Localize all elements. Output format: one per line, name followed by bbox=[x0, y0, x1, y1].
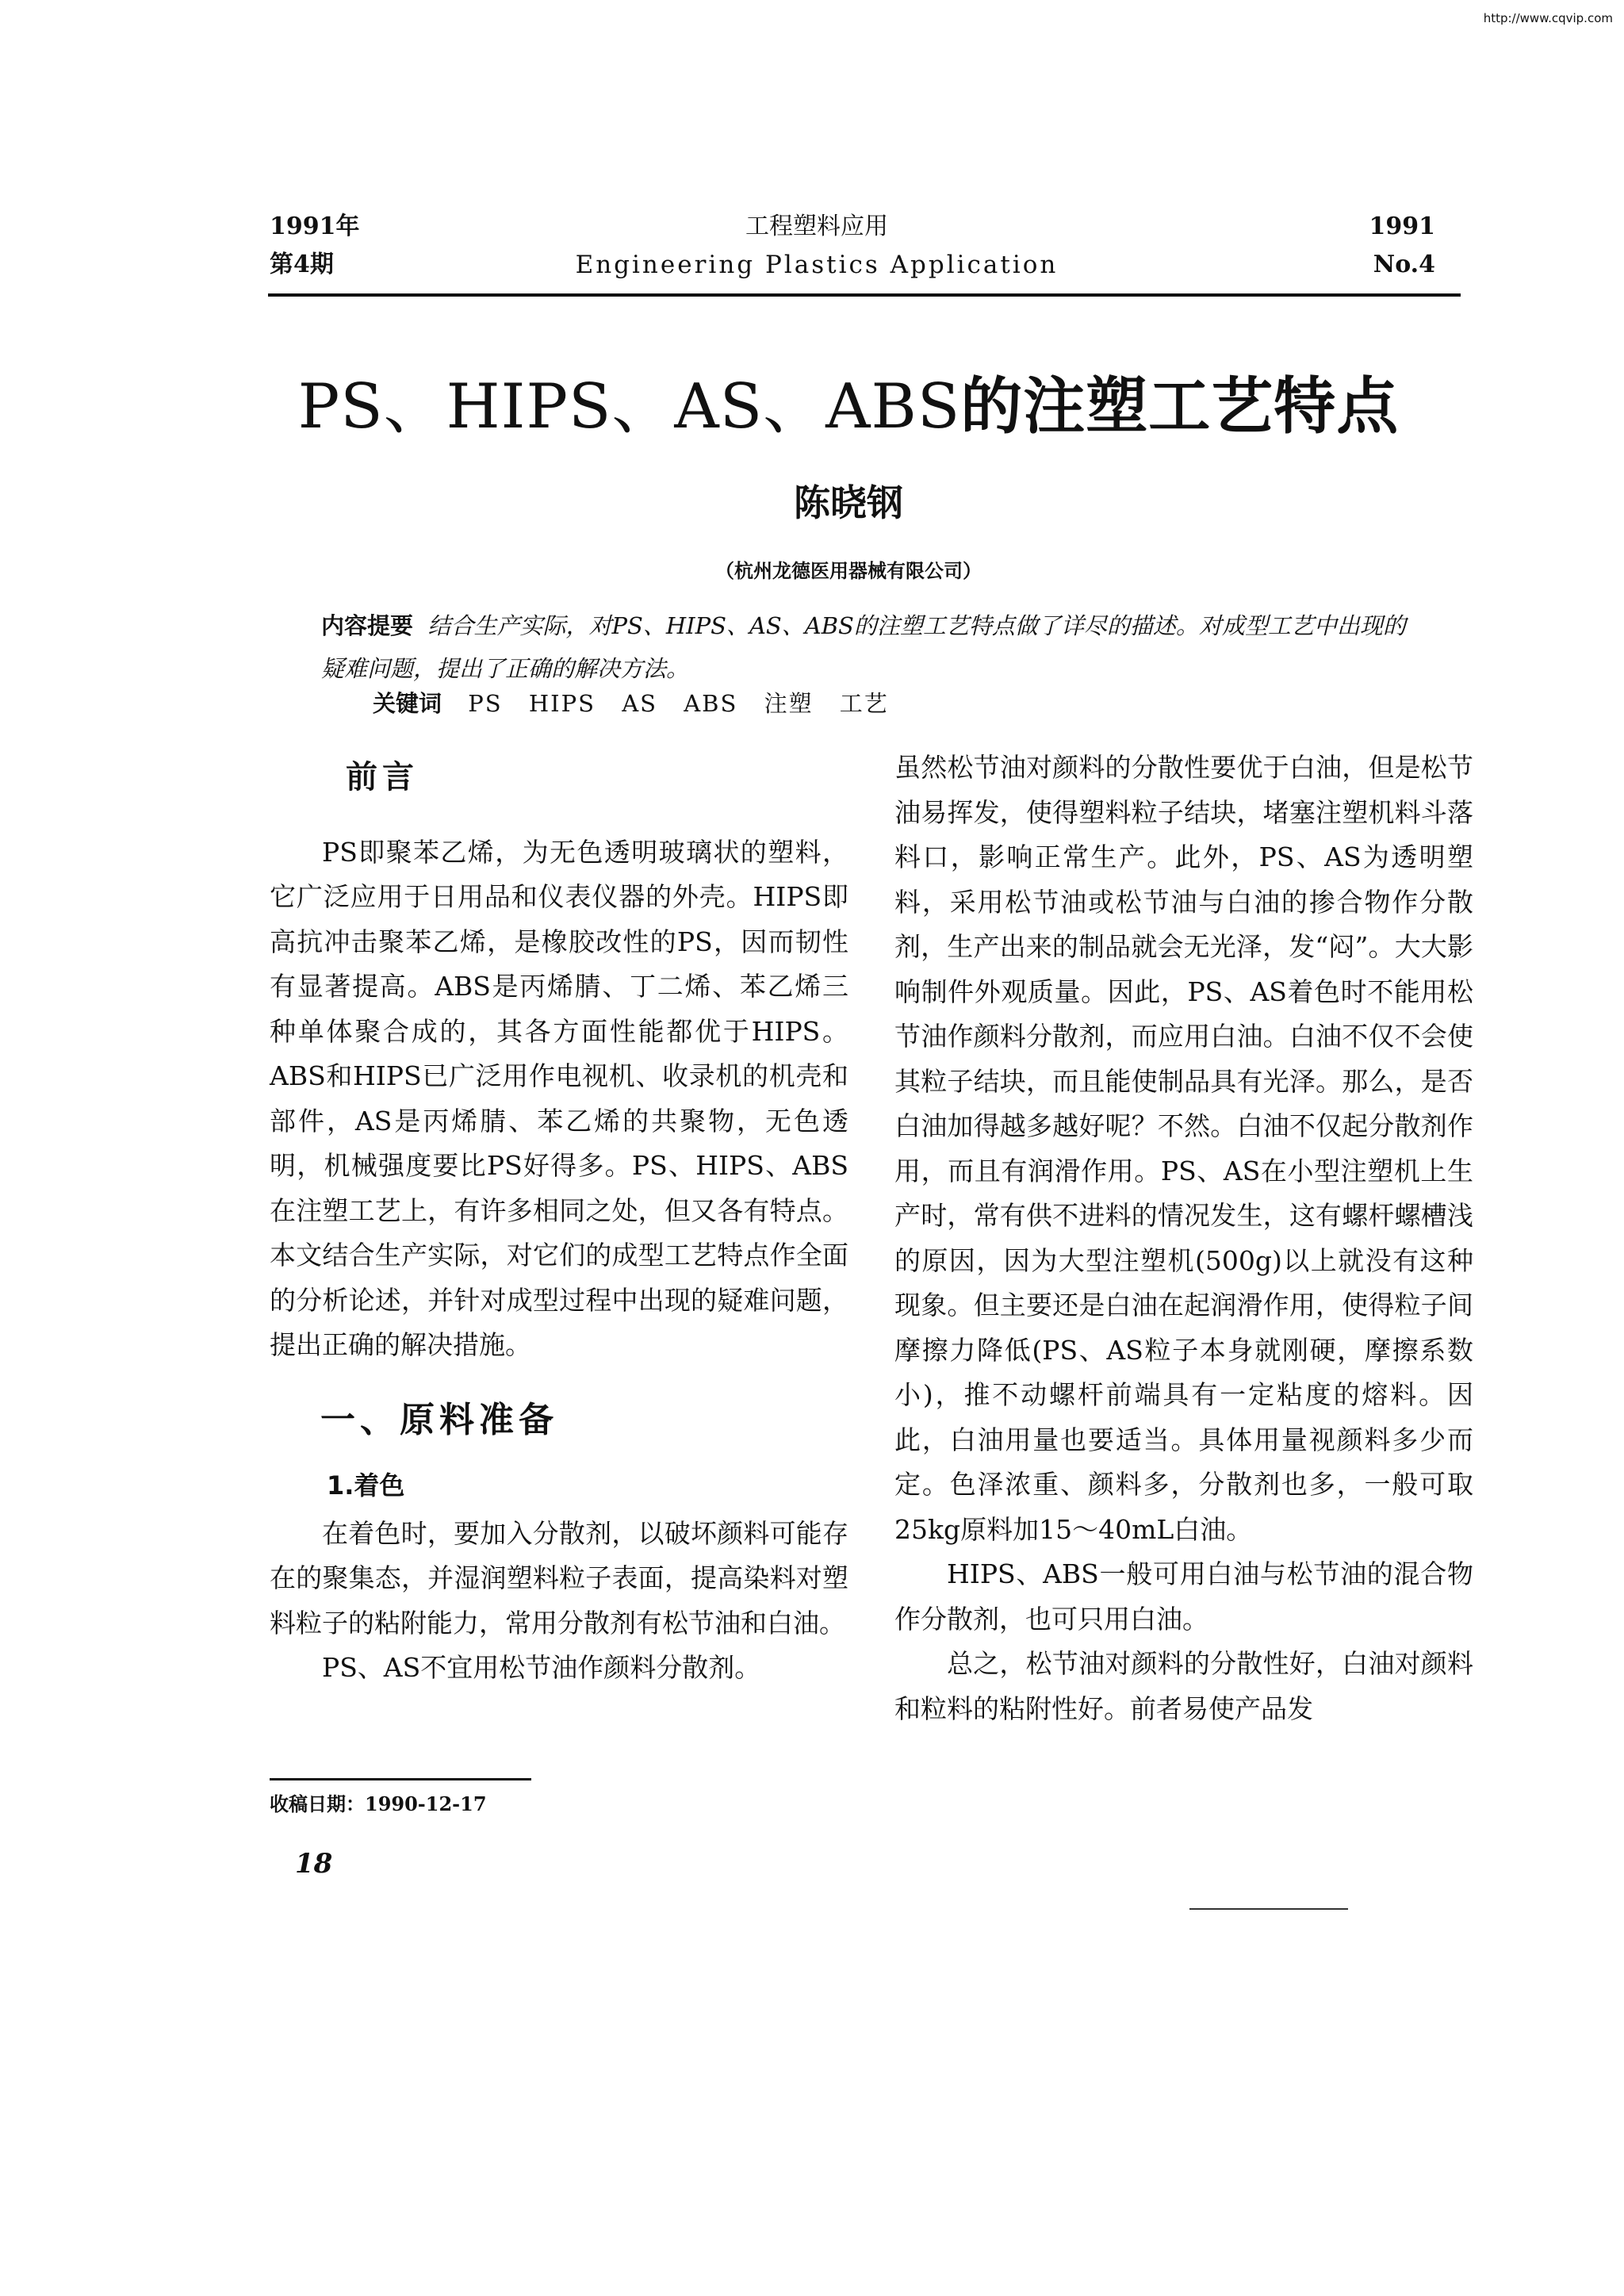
subsection-heading: 1.着色 bbox=[327, 1470, 405, 1501]
keyword: HIPS bbox=[528, 690, 596, 717]
scan-mark bbox=[1189, 1908, 1348, 1910]
preface-heading: 前言 bbox=[346, 758, 419, 795]
body-paragraph: PS、AS不宜用松节油作颜料分散剂。 bbox=[322, 1652, 761, 1683]
body-paragraph: 虽然松节油对颜料的分散性要优于白油，但是松节油易挥发，使得塑料粒子结块，堵塞注塑机料斗落料口，影响正常生产。此外，PS、AS为透明塑料，采用松节油或松节油与白油的掺合物作分散剂，生产出来的制品就会无光泽，发“闷”。大大影响制件外观质量。因此，PS、AS着色时不能用松节油作颜料分散剂，而应用白油。白油不仅不会使其粒子结块，而且能使制品具有光泽。那么，是否白油加得越多越好呢？不然。白油不仅起分散剂作用，而且有润滑作用。PS、AS在小型注塑机上生产时，常有供不进料的情况发生，这有螺杆螺槽浅的原因，因为大型注塑机(500g)以上就没有这种现象。但主要还是白油在起润滑作用，使得粒子间摩擦力降低(PS、AS粒子本身就刚硬，摩擦系数小)，推不动螺杆前端具有一定粘度的熔料。因此，白油用量也要适当。具体用量视颜料多少而定。色泽浓重、颜料多，分散剂也多，一般可取25kg原料加15～40mL白油。 bbox=[894, 752, 1473, 1545]
left-column bbox=[270, 746, 848, 1691]
abstract-text: 结合生产实际，对PS、HIPS、AS、ABS的注塑工艺特点做了详尽的描述。对成型工艺中出现的疑难问题，提出了正确的解决方法。 bbox=[321, 612, 1406, 682]
keyword: 注塑 bbox=[764, 690, 814, 717]
footnote-received-date: 收稿日期：1990-12-17 bbox=[270, 1792, 487, 1815]
keyword: AS bbox=[622, 690, 657, 717]
article-title bbox=[238, 357, 1459, 446]
body-paragraph: 在着色时，要加入分散剂，以破坏颜料可能存在的聚集态，并湿润塑料粒子表面，提高染料对塑料粒子的粘附能力，常用分散剂有松节油和白油。 bbox=[270, 1517, 848, 1639]
keyword: PS bbox=[468, 690, 503, 717]
page-number: 18 bbox=[295, 1848, 333, 1880]
header-rule bbox=[268, 293, 1461, 297]
header-right bbox=[1308, 208, 1435, 284]
header-left bbox=[270, 208, 360, 284]
footnote-rule bbox=[270, 1778, 531, 1780]
title-latin: PS、HIPS、AS、ABS bbox=[297, 371, 961, 443]
journal-name-en: Engineering Plastics Application bbox=[575, 251, 1059, 279]
abstract bbox=[321, 604, 1408, 690]
affiliation: （杭州龙德医用器械有限公司） bbox=[715, 559, 982, 582]
keywords-label: 关键词 bbox=[373, 690, 442, 717]
right-column bbox=[894, 746, 1473, 1731]
journal-name-cn: 工程塑料应用 bbox=[745, 213, 888, 240]
header-issue-cn: 第4期 bbox=[270, 251, 334, 278]
keyword: 工艺 bbox=[839, 690, 889, 717]
keyword: ABS bbox=[684, 690, 738, 717]
abstract-label: 内容提要 bbox=[321, 612, 414, 639]
header-issue: No.4 bbox=[1373, 251, 1435, 278]
author: 陈晓钢 bbox=[794, 481, 903, 524]
source-url: http://www.cqvip.com bbox=[1483, 11, 1613, 25]
header-year-cn: 1991年 bbox=[270, 213, 360, 240]
body-paragraph: HIPS、ABS一般可用白油与松节油的混合物作分散剂，也可只用白油。 bbox=[894, 1558, 1473, 1635]
header-year: 1991 bbox=[1369, 213, 1435, 240]
preface-paragraph: PS即聚苯乙烯，为无色透明玻璃状的塑料，它广泛应用于日用品和仪表仪器的外壳。HIPS即高抗冲击聚苯乙烯，是橡胶改性的PS，因而韧性有显著提高。ABS是丙烯腈、丁二烯、苯乙烯三种单体聚合成的，其各方面性能都优于HIPS。ABS和HIPS已广泛用作电视机、收录机的机壳和部件，AS是丙烯腈、苯乙烯的共聚物，无色透明，机械强度要比PS好得多。PS、HIPS、ABS在注塑工艺上，有许多相同之处，但又各有特点。本文结合生产实际，对它们的成型工艺特点作全面的分析论述，并针对成型过程中出现的疑难问题，提出正确的解决措施。 bbox=[270, 836, 848, 1360]
body-paragraph: 总之，松节油对颜料的分散性好，白油对颜料和粒料的粘附性好。前者易使产品发 bbox=[894, 1648, 1473, 1724]
section-heading: 一、原料准备 bbox=[320, 1399, 558, 1440]
keywords bbox=[373, 682, 889, 725]
header-journal bbox=[571, 208, 1063, 284]
title-cn: 的注塑工艺特点 bbox=[960, 371, 1400, 443]
